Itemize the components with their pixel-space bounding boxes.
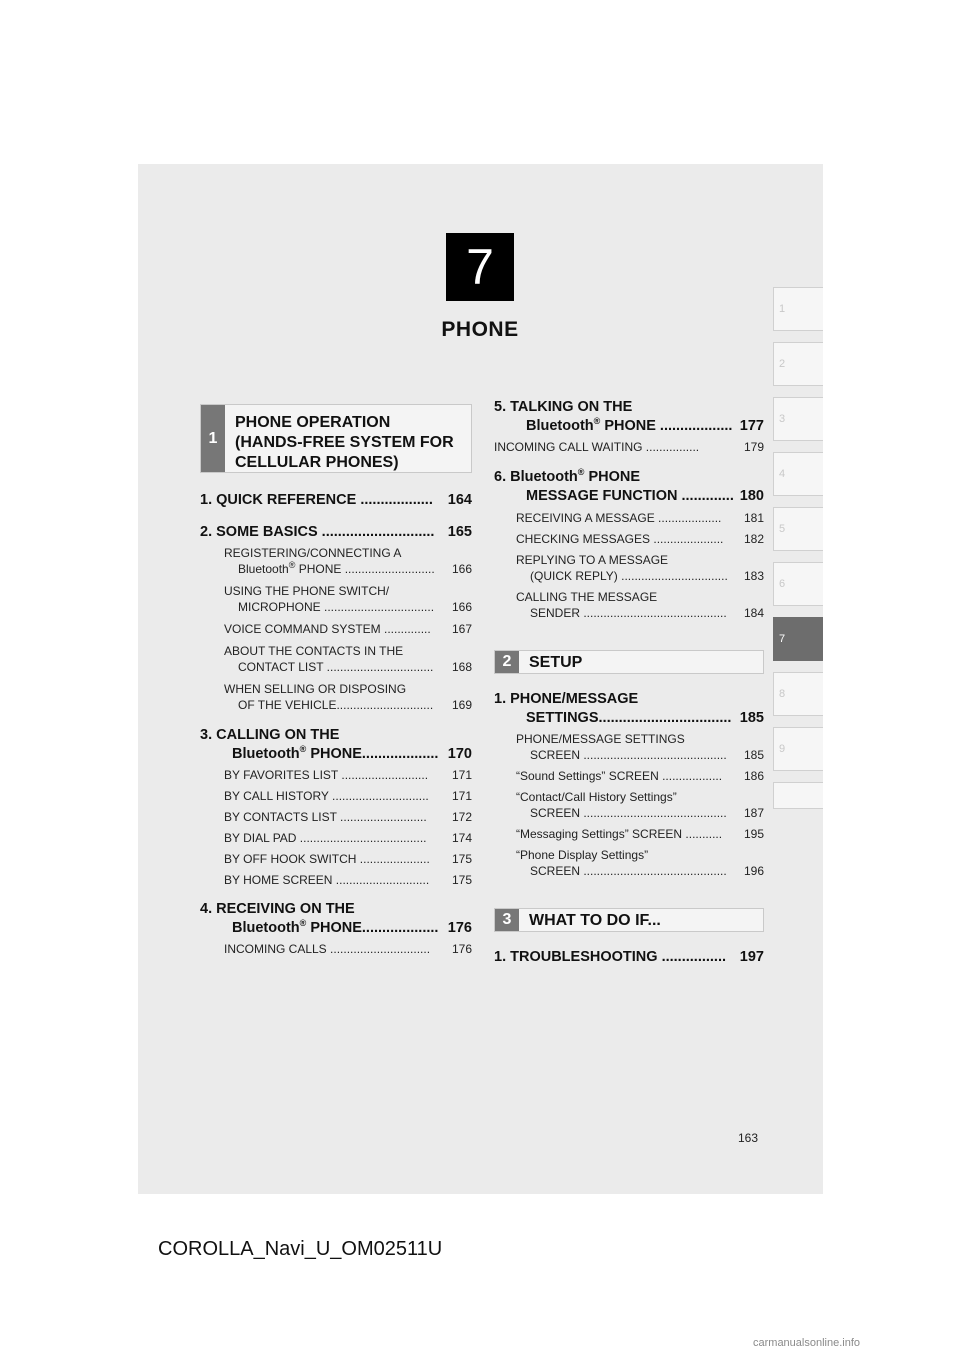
- side-tab-3[interactable]: 3: [773, 397, 823, 441]
- side-tab-5[interactable]: 5: [773, 507, 823, 551]
- document-code: COROLLA_Navi_U_OM02511U: [158, 1238, 443, 1260]
- toc-entry-talking[interactable]: 5. TALKING ON THE Bluetooth® PHONE .................. 177: [494, 399, 764, 434]
- side-tab-8[interactable]: 8: [773, 672, 823, 716]
- toc-entry-calling[interactable]: 3. CALLING ON THE Bluetooth® PHONE................... 170: [200, 727, 472, 762]
- section-number: 2: [495, 651, 519, 673]
- toc-subentry-call-waiting[interactable]: INCOMING CALL WAITING ................ 179: [494, 440, 764, 454]
- section-title: PHONE OPERATION (HANDS-FREE SYSTEM FOR CELLULAR PHONES): [235, 414, 454, 471]
- toc-subentry-phone-switch[interactable]: USING THE PHONE SWITCH/ MICROPHONE ................................. 166: [224, 584, 472, 614]
- toc-subentry-voice-command[interactable]: VOICE COMMAND SYSTEM .............. 167: [224, 622, 472, 636]
- toc-subentry-by-contacts[interactable]: BY CONTACTS LIST .......................... 172: [224, 810, 472, 824]
- toc-subentry-contact-history[interactable]: “Contact/Call History Settings” SCREEN ........................................... 187: [516, 790, 764, 820]
- watermark: carmanualsonline.info: [753, 1337, 861, 1349]
- section-title: WHAT TO DO IF...: [529, 912, 661, 929]
- toc-subentry-sound-settings[interactable]: “Sound Settings” SCREEN .................. 186: [516, 769, 764, 783]
- toc-subentry-incoming-calls[interactable]: INCOMING CALLS .............................. 176: [224, 942, 472, 956]
- toc-entry-some-basics[interactable]: 2. SOME BASICS ............................ 165: [200, 524, 472, 540]
- toc-subentry-selling[interactable]: WHEN SELLING OR DISPOSING OF THE VEHICLE............................. 169: [224, 682, 472, 712]
- toc-entry-phone-message-settings[interactable]: 1. PHONE/MESSAGE SETTINGS................................. 185: [494, 691, 764, 726]
- toc-subentry-contacts-list[interactable]: ABOUT THE CONTACTS IN THE CONTACT LIST ................................ 168: [224, 644, 472, 674]
- side-tab-6[interactable]: 6: [773, 562, 823, 606]
- chapter-number: 7: [446, 233, 514, 301]
- toc-subentry-by-dial-pad[interactable]: BY DIAL PAD ...................................... 174: [224, 831, 472, 845]
- side-tab-2[interactable]: 2: [773, 342, 823, 386]
- toc-subentry-checking-messages[interactable]: CHECKING MESSAGES ..................... 182: [516, 532, 764, 546]
- toc-subentry-receiving-message[interactable]: RECEIVING A MESSAGE ................... 181: [516, 511, 764, 525]
- toc-subentry-registering[interactable]: REGISTERING/CONNECTING A Bluetooth® PHONE ........................... 166: [224, 546, 472, 576]
- section-number: 1: [201, 405, 225, 472]
- toc-entry-quick-reference[interactable]: 1. QUICK REFERENCE .................. 164: [200, 492, 472, 508]
- section-title: SETUP: [529, 654, 583, 671]
- side-tab-1[interactable]: 1: [773, 287, 823, 331]
- side-tab-9[interactable]: 9: [773, 727, 823, 771]
- toc-subentry-calling-sender[interactable]: CALLING THE MESSAGE SENDER ........................................... 184: [516, 590, 764, 620]
- chapter-title: PHONE: [441, 318, 519, 341]
- toc-entry-message-function[interactable]: 6. Bluetooth® PHONE MESSAGE FUNCTION ............. 180: [494, 467, 764, 504]
- toc-entry-receiving[interactable]: 4. RECEIVING ON THE Bluetooth® PHONE................... 176: [200, 901, 472, 936]
- side-tab-4[interactable]: 4: [773, 452, 823, 496]
- section-number: 3: [495, 909, 519, 931]
- section-header-1: [200, 404, 472, 473]
- toc-subentry-by-favorites[interactable]: BY FAVORITES LIST .......................... 171: [224, 768, 472, 782]
- chapter-side-tabs: [773, 287, 823, 820]
- side-tab-7[interactable]: 7: [773, 617, 823, 661]
- section-header-3: [494, 908, 764, 932]
- toc-subentry-by-home[interactable]: BY HOME SCREEN ............................ 175: [224, 873, 472, 887]
- section-header-2: [494, 650, 764, 674]
- toc-entry-troubleshooting[interactable]: 1. TROUBLESHOOTING ................ 197: [494, 949, 764, 965]
- toc-subentry-messaging-settings[interactable]: “Messaging Settings” SCREEN ........... 195: [516, 827, 764, 841]
- toc-subentry-by-off-hook[interactable]: BY OFF HOOK SWITCH ..................... 175: [224, 852, 472, 866]
- toc-subentry-replying[interactable]: REPLYING TO A MESSAGE (QUICK REPLY) ................................ 183: [516, 553, 764, 583]
- toc-subentry-phone-display[interactable]: “Phone Display Settings” SCREEN ........................................... 196: [516, 848, 764, 878]
- toc-subentry-by-history[interactable]: BY CALL HISTORY ............................. 171: [224, 789, 472, 803]
- page-number: 163: [738, 1131, 759, 1145]
- side-tab-blank: [773, 782, 823, 809]
- toc-subentry-settings-screen[interactable]: PHONE/MESSAGE SETTINGS SCREEN ........................................... 185: [516, 732, 764, 762]
